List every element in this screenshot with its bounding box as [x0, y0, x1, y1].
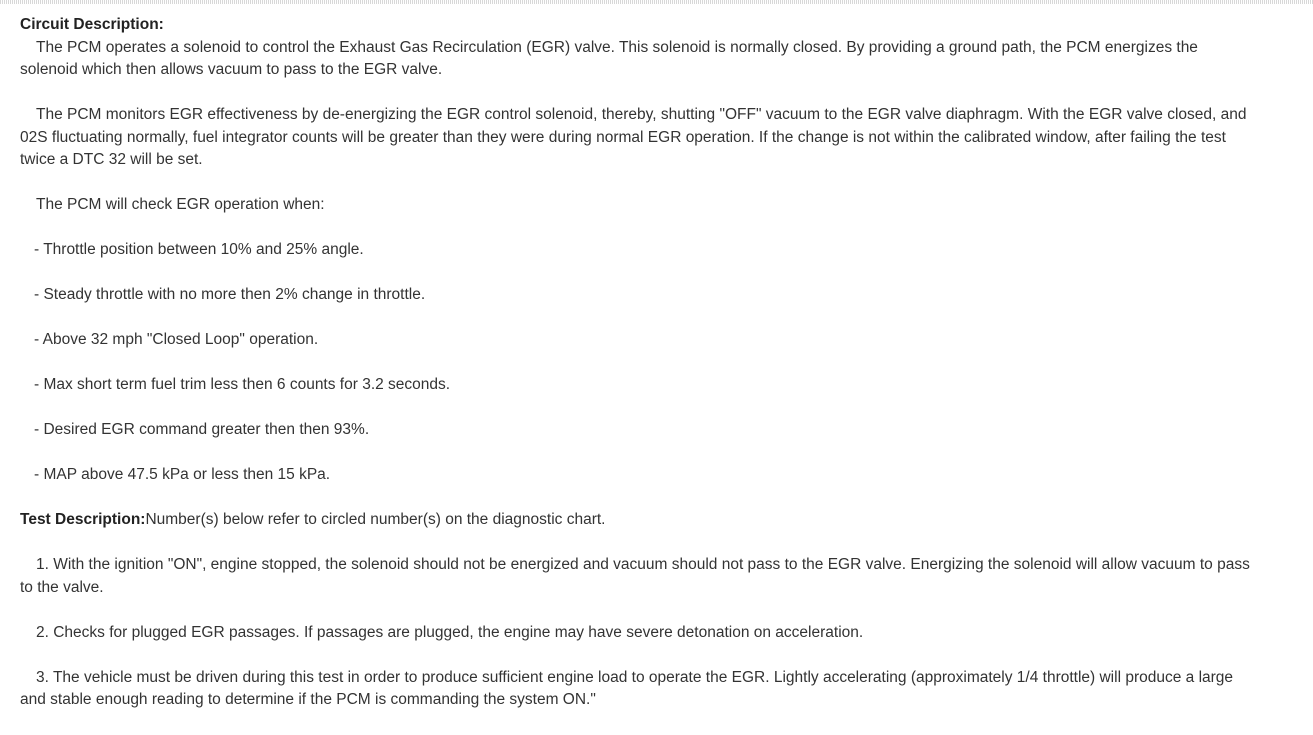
- condition-item: - MAP above 47.5 kPa or less then 15 kPa.: [34, 466, 331, 483]
- circuit-paragraph-3: The PCM will check EGR operation when:: [36, 196, 325, 213]
- condition-item: - Max short term fuel trim less then 6 counts for 3.2 seconds.: [34, 376, 451, 393]
- condition-item: - Throttle position between 10% and 25% angle.: [34, 241, 364, 258]
- test-description-line: [20, 509, 1250, 532]
- test-step-1: 1. With the ignition "ON", engine stopped, the solenoid should not be energized and vacuum should not pass to the EGR valve. Energizing the solenoid will allow vacuum to pass to the valve.: [20, 556, 1250, 596]
- condition-item: - Desired EGR command greater then then 93%.: [34, 421, 370, 438]
- condition-item: - Above 32 mph "Closed Loop" operation.: [34, 331, 319, 348]
- condition-item: - Steady throttle with no more then 2% change in throttle.: [34, 286, 426, 303]
- test-step-3: 3. The vehicle must be driven during this test in order to produce sufficient engine load to operate the EGR. Lightly accelerating (approximately 1/4 throttle) will produce a large and stable enough reading to determine if the PCM is commanding the system ON.": [20, 668, 1234, 708]
- circuit-description-heading: Circuit Description:: [20, 16, 164, 33]
- circuit-paragraph-1: The PCM operates a solenoid to control the Exhaust Gas Recirculation (EGR) valve. This solenoid is normally closed. By providing a ground path, the PCM energizes the solenoid which then allows vacuum to pass to the EGR valve.: [20, 38, 1198, 78]
- top-border: [0, 0, 1313, 4]
- document-body: [20, 14, 1250, 712]
- test-step-2: 2. Checks for plugged EGR passages. If passages are plugged, the engine may have severe detonation on acceleration.: [36, 623, 864, 641]
- test-description-intro: Number(s) below refer to circled number(s) on the diagnostic chart.: [145, 511, 606, 528]
- test-description-heading: Test Description:: [20, 511, 146, 528]
- circuit-paragraph-2: The PCM monitors EGR effectiveness by de-energizing the EGR control solenoid, thereby, shutting "OFF" vacuum to the EGR valve diaphragm. With the EGR valve closed, and 02S fluctuating normally, fuel integrator counts will be greater than they were during normal EGR operation. If the change is not within the calibrated window, after failing the test twice a DTC 32 will be set.: [20, 106, 1247, 168]
